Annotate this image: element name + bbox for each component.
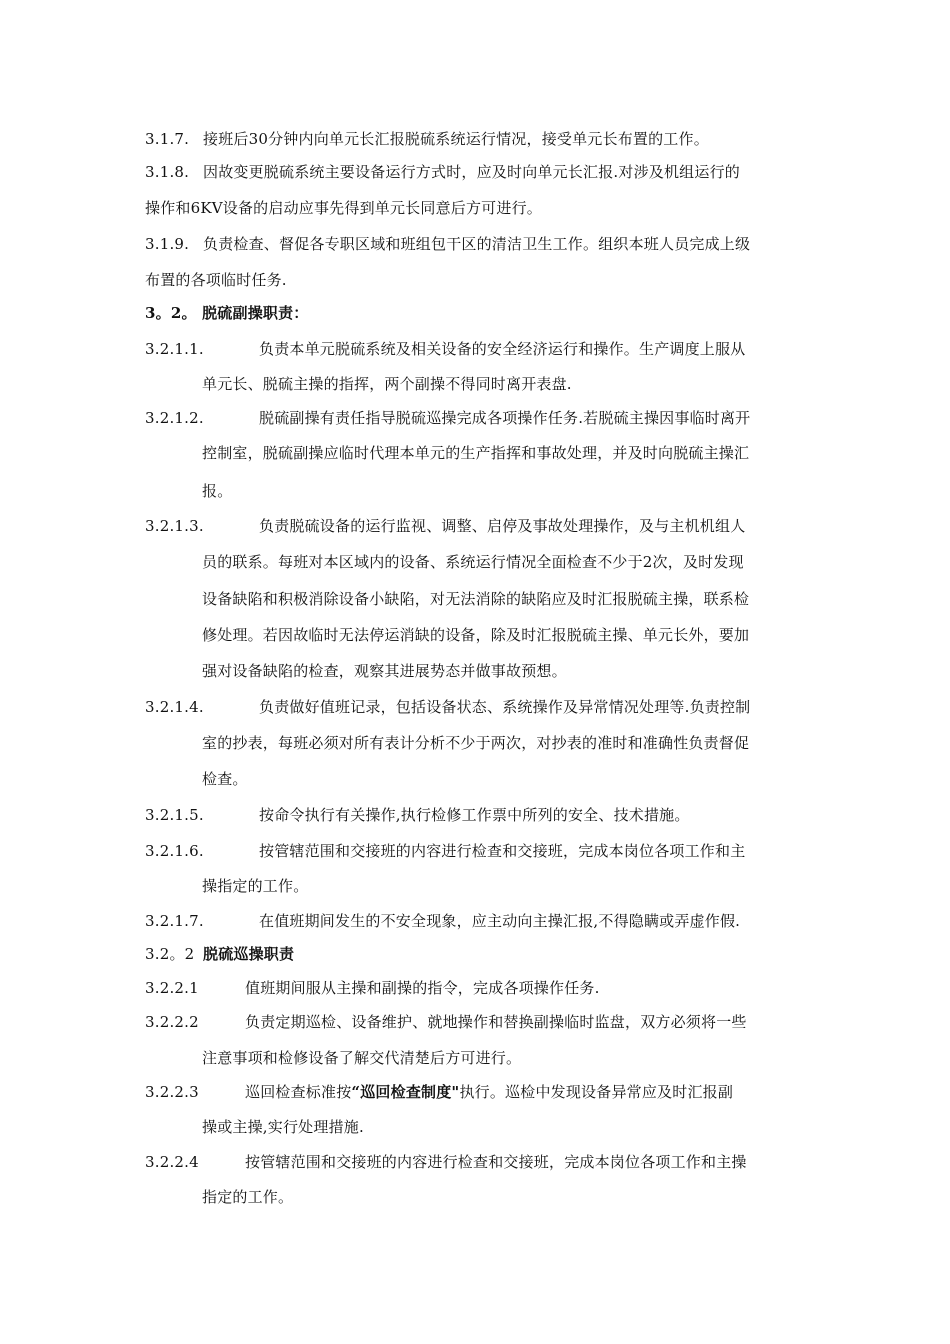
clause-text: 脱硫副操有责任指导脱硫巡操完成各项操作任务.若脱硫主操因事临时离开 <box>259 409 751 427</box>
clause-text: 值班期间服从主操和副操的指令，完成各项操作任务. <box>245 979 600 997</box>
clause-3-2-1-3-cont <box>0 545 950 579</box>
clause-3-2-1-4-cont <box>0 762 950 796</box>
clause-3-2-1-6 <box>0 834 950 868</box>
clause-text: 按管辖范围和交接班的内容进行检查和交接班，完成本岗位各项工作和主操 <box>245 1153 747 1171</box>
clause-number: 3.1.8. <box>145 163 190 181</box>
clause-number: 3.2.2.4 <box>145 1153 199 1171</box>
clause-3-2-2-2 <box>0 1005 950 1039</box>
clause-3-2-1-1-cont <box>0 367 950 401</box>
clause-3-1-8 <box>0 155 950 189</box>
clause-3-2-1-3 <box>0 509 950 543</box>
clause-text: 接班后30分钟内向单元长汇报脱硫系统运行情况，接受单元长布置的工作。 <box>203 130 709 148</box>
clause-text: 操作和6KV设备的启动应事先得到单元长同意后方可进行。 <box>145 199 542 217</box>
clause-text: 报。 <box>202 482 233 500</box>
clause-3-1-9-cont <box>0 263 950 297</box>
section-title: 3。2。 脱硫副操职责： <box>145 304 309 322</box>
clause-text: 强对设备缺陷的检查，观察其进展势态并做事故预想。 <box>202 662 567 680</box>
clause-number: 3.2.2.1 <box>145 979 199 997</box>
clause-text: 修处理。若因故临时无法停运消缺的设备，除及时汇报脱硫主操、单元长外，要加 <box>202 626 750 644</box>
clause-text: 负责检查、督促各专职区域和班组包干区的清洁卫生工作。组织本班人员完成上级 <box>203 235 751 253</box>
clause-text: 控制室，脱硫副操应临时代理本单元的生产指挥和事故处理，并及时向脱硫主操汇 <box>202 444 750 462</box>
clause-text: 室的抄表，每班必须对所有表计分析不少于两次，对抄表的准时和准确性负责督促 <box>202 734 750 752</box>
clause-text: 按管辖范围和交接班的内容进行检查和交接班，完成本岗位各项工作和主 <box>259 842 746 860</box>
clause-3-2-1-5 <box>0 798 950 832</box>
clause-3-2-1-4-cont <box>0 726 950 760</box>
clause-text-run <box>245 1075 733 1109</box>
clause-3-2-2-4-cont <box>0 1180 950 1214</box>
section-heading-3-2 <box>0 296 950 330</box>
clause-text: 设备缺陷和积极消除设备小缺陷，对无法消除的缺陷应及时汇报脱硫主操，联系检 <box>202 590 750 608</box>
clause-number: 3.2.1.2. <box>145 409 204 427</box>
clause-3-2-1-2-cont <box>0 474 950 508</box>
clause-text: 单元长、脱硫主操的指挥，两个副操不得同时离开表盘. <box>202 375 572 393</box>
clause-3-2-1-7 <box>0 904 950 938</box>
clause-number: 3.2.1.3. <box>145 517 204 535</box>
clause-3-2-1-4 <box>0 690 950 724</box>
clause-number: 3.2.2.2 <box>145 1013 199 1031</box>
clause-number: 3.1.7. <box>145 130 190 148</box>
clause-number: 3.2.2.3 <box>145 1083 199 1101</box>
clause-3-2-2-1 <box>0 971 950 1005</box>
clause-3-2-2-2-cont <box>0 1041 950 1075</box>
clause-text: 因故变更脱硫系统主要设备运行方式时，应及时向单元长汇报.对涉及机组运行的 <box>203 163 740 181</box>
clause-text: 负责定期巡检、设备维护、就地操作和替换副操临时监盘，双方必须将一些 <box>245 1013 747 1031</box>
clause-3-2-1-2 <box>0 401 950 435</box>
section-title: 脱硫巡操职责 <box>203 945 295 963</box>
clause-number: 3.1.9. <box>145 235 190 253</box>
clause-3-2-1-3-cont <box>0 618 950 652</box>
clause-number: 3.2.1.4. <box>145 698 204 716</box>
clause-number: 3.2.1.6. <box>145 842 204 860</box>
clause-text: 注意事项和检修设备了解交代清楚后方可进行。 <box>202 1049 522 1067</box>
clause-text: 负责做好值班记录，包括设备状态、系统操作及异常情况处理等.负责控制 <box>259 698 751 716</box>
clause-text: 布置的各项临时任务. <box>145 271 287 289</box>
clause-3-2-2-3 <box>0 1075 950 1109</box>
clause-3-2-1-3-cont <box>0 582 950 616</box>
clause-3-2-1-3-cont <box>0 654 950 688</box>
clause-number: 3.2.1.7. <box>145 912 204 930</box>
clause-3-2-2-4 <box>0 1145 950 1179</box>
clause-text-emphasis: “巡回检查制度" <box>351 1083 460 1101</box>
clause-number: 3.2.1.1. <box>145 340 204 358</box>
clause-3-2-1-2-cont <box>0 436 950 470</box>
clause-text: 操指定的工作。 <box>202 877 309 895</box>
clause-text: 指定的工作。 <box>202 1188 294 1206</box>
clause-text: 负责本单元脱硫系统及相关设备的安全经济运行和操作。生产调度上服从 <box>259 340 746 358</box>
section-number: 3.2。2 <box>145 945 195 963</box>
clause-3-2-1-1 <box>0 332 950 366</box>
clause-text: 操或主操,实行处理措施. <box>202 1118 364 1136</box>
clause-text: 检查。 <box>202 770 248 788</box>
clause-text: 员的联系。每班对本区域内的设备、系统运行情况全面检查不少于2次，及时发现 <box>202 553 744 571</box>
clause-3-1-9 <box>0 227 950 261</box>
clause-3-1-8-cont <box>0 191 950 225</box>
clause-3-2-1-6-cont <box>0 869 950 903</box>
clause-3-1-7 <box>0 122 950 156</box>
section-heading-3-2-2 <box>0 937 950 971</box>
clause-3-2-2-3-cont <box>0 1110 950 1144</box>
clause-number: 3.2.1.5. <box>145 806 204 824</box>
clause-text-post: 执行。巡检中发现设备异常应及时汇报副 <box>459 1083 734 1101</box>
clause-text-pre: 巡回检查标准按 <box>245 1083 352 1101</box>
clause-text: 负责脱硫设备的运行监视、调整、启停及事故处理操作，及与主机机组人 <box>259 517 746 535</box>
clause-text: 按命令执行有关操作,执行检修工作票中所列的安全、技术措施。 <box>259 806 690 824</box>
clause-text: 在值班期间发生的不安全现象，应主动向主操汇报,不得隐瞒或弄虚作假. <box>259 912 741 930</box>
